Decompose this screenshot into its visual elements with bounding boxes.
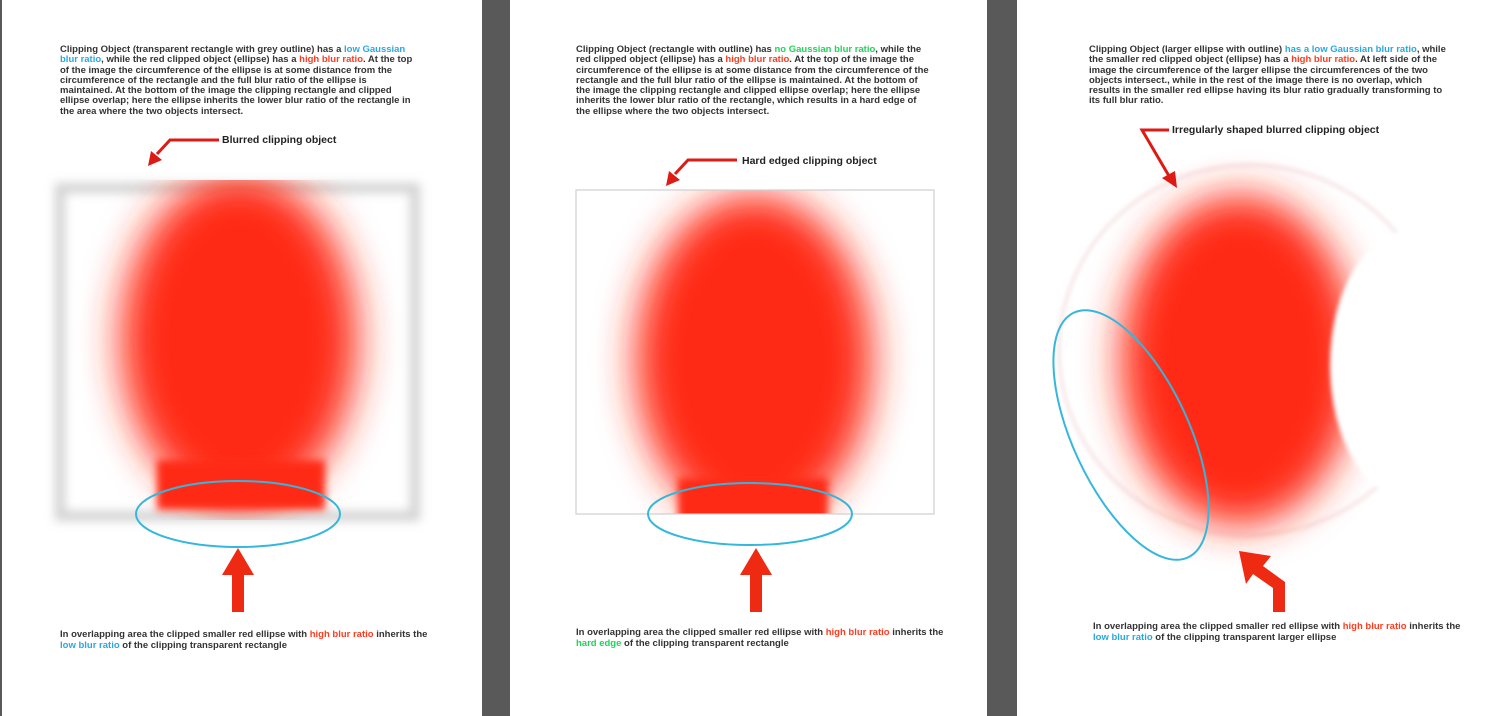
panel-blurred-rectangle	[2, 0, 482, 716]
caption-text: In overlapping area the clipped smaller red ellipse with	[576, 627, 826, 638]
caption-text: of the clipping transparent rectangle	[119, 640, 287, 651]
panel3-caption	[1093, 621, 1463, 643]
desc-text: Clipping Object (rectangle with outline) has	[576, 44, 775, 55]
red-clipped-ellipse	[636, 195, 872, 525]
desc-text: Clipping Object (transparent rectangle with grey outline) has a	[60, 44, 344, 55]
desc-highlight-red: high blur ratio	[299, 54, 363, 66]
desc-highlight-red: high blur ratio	[1291, 54, 1356, 66]
caption-highlight-red: high blur ratio	[1342, 621, 1407, 632]
panel2-caption	[576, 627, 946, 649]
panel1-callout-label: Blurred clipping object	[222, 134, 337, 146]
caption-text: inherits the	[373, 629, 428, 640]
panel3-artwork	[1017, 0, 1512, 716]
panel2-description	[576, 45, 930, 117]
overlap-red-area	[678, 478, 828, 528]
panel-irregular-ellipse	[1017, 0, 1512, 716]
callout-arrow-icon	[675, 160, 737, 174]
callout-arrow-icon	[157, 140, 219, 154]
desc-text: , while the red clipped object (ellipse) has a	[101, 54, 300, 66]
panel-hard-edged-rectangle	[510, 0, 987, 716]
desc-highlight-blue: low Gaussian blur ratio	[60, 44, 406, 66]
desc-text: , while the smaller red clipped object (ellipse) has a	[1089, 44, 1446, 66]
caption-text: of the clipping transparent larger ellipse	[1152, 632, 1337, 643]
panel2-callout-label: Hard edged clipping object	[742, 155, 877, 167]
caption-text: In overlapping area the clipped smaller red ellipse with	[60, 629, 310, 640]
desc-text: , while the red clipped object (ellipse) has a	[576, 44, 922, 66]
caption-text: inherits the	[889, 627, 944, 638]
callout-arrow-head	[666, 171, 680, 186]
caption-highlight-blue: low blur ratio	[60, 640, 120, 651]
caption-text: inherits the	[1406, 621, 1461, 632]
caption-highlight-green: hard edge	[576, 638, 622, 649]
desc-highlight-blue: has a low Gaussian blur ratio	[1284, 44, 1417, 55]
desc-highlight-green: no Gaussian blur ratio	[774, 44, 876, 55]
panel1-description	[60, 45, 414, 117]
callout-arrow-head	[148, 151, 162, 166]
desc-highlight-red: high blur ratio	[725, 54, 790, 66]
red-clipped-ellipse	[1121, 195, 1357, 525]
caption-highlight-blue: low blur ratio	[1093, 632, 1153, 643]
panel3-description	[1089, 45, 1451, 107]
bent-arrow-icon	[1239, 551, 1285, 612]
callout-arrow-icon	[1142, 130, 1169, 176]
caption-highlight-red: high blur ratio	[825, 627, 890, 638]
red-clipped-ellipse	[121, 175, 357, 505]
caption-text: of the clipping transparent rectangle	[621, 638, 789, 649]
up-arrow-icon	[740, 548, 772, 612]
panel3-callout-label: Irregularly shaped blurred clipping object	[1172, 124, 1380, 136]
desc-text: . At left side of the image the circumference of the larger ellipse the circumferences of the two objects intersect., while in the rest of the image there is no overlap, which results in the smaller red ellipse having its blur ratio gradually transforming to its full blur ratio.	[1089, 54, 1443, 107]
caption-highlight-red: high blur ratio	[309, 629, 374, 640]
desc-text: Clipping Object (larger ellipse with outline)	[1089, 44, 1285, 55]
overlap-red-area	[157, 460, 325, 510]
up-arrow-icon	[222, 548, 254, 612]
desc-text: . At the top of the image the circumference of the ellipse is at some distance from the circumference of the rectangle and the full blur ratio of the ellipse is maintained. At the bottom of the image the clipping rectangle and clipped ellipse overlap; here the ellipse inherits the lower blur ratio of the rectangle, which results in a hard edge of the ellipse where the two objects intersect.	[576, 54, 929, 117]
caption-text: In overlapping area the clipped smaller red ellipse with	[1093, 621, 1343, 632]
panel1-caption	[60, 629, 430, 651]
desc-text: . At the top of the image the circumference of the ellipse is at some distance from the circumference of the rectangle and the full blur ratio of the ellipse is maintained. At the bottom of the image the clipping rectangle and clipped ellipse overlap; here the ellipse inherits the lower blur ratio of the rectangle in the area where the two objects intersect.	[60, 54, 413, 117]
